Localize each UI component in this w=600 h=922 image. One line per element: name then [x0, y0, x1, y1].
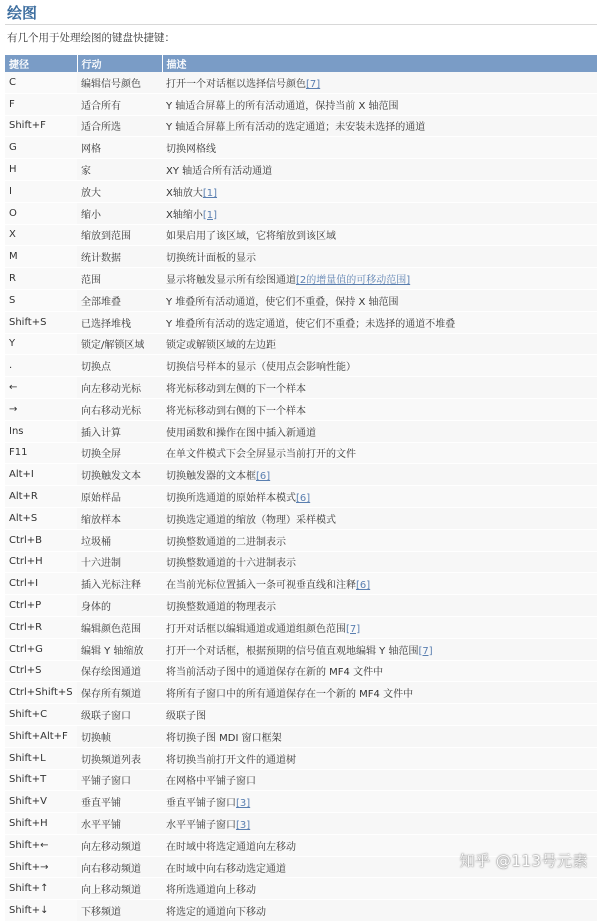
description-text: 切换所选通道的原始样本模式 [166, 493, 296, 505]
description-text: 在时域中将选定通道向左移动 [166, 841, 296, 853]
action-name: 家 [77, 159, 162, 181]
table-row [5, 311, 597, 333]
table-row [5, 660, 597, 682]
description-text: 切换整数通道的物理表示 [166, 602, 276, 614]
table-row [5, 398, 597, 420]
description-text: 切换统计面板的显示 [166, 253, 256, 265]
action-name: 下移频道 [77, 900, 162, 922]
description-cell [162, 72, 597, 93]
description-cell [162, 159, 597, 181]
action-name: 网格 [77, 137, 162, 159]
table-row [5, 289, 597, 311]
table-row [5, 72, 597, 93]
description-text: 打开一个对话框，根据预期的信号值直观地编辑 Y 轴范围 [166, 645, 419, 657]
description-cell [162, 246, 597, 268]
description-text: 切换信号样本的显示（使用点会影响性能） [166, 362, 356, 374]
shortcut-key: Ctrl+S [5, 660, 77, 682]
description-cell [162, 333, 597, 355]
description-cell [162, 747, 597, 769]
description-text: 将所有子窗口中的所有通道保存在一个新的 MF4 文件中 [166, 689, 414, 701]
table-row [5, 900, 597, 922]
shortcut-key: F [5, 93, 77, 115]
description-cell [162, 573, 597, 595]
description-cell [162, 813, 597, 835]
table-row [5, 333, 597, 355]
action-name: 缩放样本 [77, 507, 162, 529]
table-row [5, 529, 597, 551]
description-cell [162, 660, 597, 682]
description-text: X轴缩小 [166, 209, 203, 221]
action-name: 编辑 Y 轴缩放 [77, 638, 162, 660]
footnote-link[interactable]: [3] [236, 819, 251, 831]
table-row [5, 507, 597, 529]
footnote-link[interactable]: [6] [296, 493, 311, 505]
description-text: 使用函数和操作在图中插入新通道 [166, 427, 316, 439]
action-name: 级联子窗口 [77, 704, 162, 726]
description-cell [162, 355, 597, 377]
table-row [5, 442, 597, 464]
title-divider [5, 24, 597, 25]
shortcut-key: Ctrl+G [5, 638, 77, 660]
table-row [5, 355, 597, 377]
action-name: 插入计算 [77, 420, 162, 442]
shortcut-key: X [5, 224, 77, 246]
description-text: 切换选定通道的缩放（物理）采样模式 [166, 514, 336, 526]
description-cell [162, 268, 597, 290]
action-name: 编辑颜色范围 [77, 616, 162, 638]
action-name: 切换频道列表 [77, 747, 162, 769]
footnote-link[interactable]: [1] [202, 209, 218, 221]
action-name: 编辑信号颜色 [77, 72, 162, 93]
table-row [5, 638, 597, 660]
description-text: 切换网格线 [166, 144, 216, 156]
action-name: 缩小 [77, 202, 162, 224]
shortcut-key: Alt+R [5, 486, 77, 508]
action-name: 平铺子窗口 [77, 769, 162, 791]
table-row [5, 616, 597, 638]
footnote-link[interactable]: [2的增量值的可移动范围] [296, 275, 411, 287]
shortcut-key: Shift+H [5, 813, 77, 835]
table-row [5, 813, 597, 835]
description-cell [162, 507, 597, 529]
table-row [5, 747, 597, 769]
description-cell [162, 137, 597, 159]
footnote-link[interactable]: [6] [356, 580, 371, 592]
action-name: 放大 [77, 180, 162, 202]
table-row [5, 202, 597, 224]
shortcut-key: S [5, 289, 77, 311]
description-text: 水平平铺子窗口 [166, 819, 236, 831]
description-text: 将切换当前打开文件的通道树 [166, 754, 296, 766]
description-text: 将切换子图 MDI 窗口框架 [166, 732, 282, 744]
action-name: 切换全屏 [77, 442, 162, 464]
description-cell [162, 289, 597, 311]
footnote-link[interactable]: [6] [256, 471, 271, 483]
shortcut-key: Ctrl+P [5, 595, 77, 617]
description-cell [162, 704, 597, 726]
shortcut-key: Ctrl+H [5, 551, 77, 573]
description-text: 打开一个对话框以选择信号颜色 [166, 78, 306, 90]
shortcut-key: Shift+→ [5, 856, 77, 878]
shortcut-key: Ctrl+B [5, 529, 77, 551]
footnote-link[interactable]: [1] [202, 187, 218, 199]
description-cell [162, 791, 597, 813]
description-text: 切换整数通道的二进制表示 [166, 536, 286, 548]
action-name: 垂直平铺 [77, 791, 162, 813]
shortcut-key: Alt+I [5, 464, 77, 486]
table-row [5, 486, 597, 508]
footnote-link[interactable]: [3] [236, 798, 251, 810]
shortcut-key: → [5, 398, 77, 420]
shortcut-key: G [5, 137, 77, 159]
table-row [5, 246, 597, 268]
header-description: 描述 [162, 55, 597, 72]
shortcut-key: Ctrl+Shift+S [5, 682, 77, 704]
table-row [5, 551, 597, 573]
description-cell [162, 769, 597, 791]
shortcut-key: Ctrl+R [5, 616, 77, 638]
action-name: 切换点 [77, 355, 162, 377]
action-name: 切换帧 [77, 725, 162, 747]
description-text: 垂直平铺子窗口 [166, 798, 236, 810]
description-cell [162, 595, 597, 617]
action-name: 锁定/解锁区域 [77, 333, 162, 355]
description-text: Y 轴适合屏幕上所有活动的选定通道；未安装未选择的通道 [166, 122, 426, 134]
shortcut-key: Shift+↓ [5, 900, 77, 922]
table-row [5, 377, 597, 399]
description-text: 将当前活动子图中的通道保存在新的 MF4 文件中 [166, 667, 384, 679]
action-name: 水平平铺 [77, 813, 162, 835]
description-cell [162, 638, 597, 660]
description-cell [162, 551, 597, 573]
description-text: XY 轴适合所有活动通道 [166, 166, 273, 178]
table-row [5, 704, 597, 726]
table-row [5, 159, 597, 181]
description-text: 级联子图 [166, 711, 206, 722]
table-row [5, 595, 597, 617]
table-row [5, 420, 597, 442]
shortcut-key: Alt+S [5, 507, 77, 529]
description-cell [162, 180, 597, 202]
shortcut-key: Shift+T [5, 769, 77, 791]
description-cell [162, 682, 597, 704]
description-text: 将光标移动到左侧的下一个样本 [166, 384, 306, 396]
table-row [5, 725, 597, 747]
description-text: 如果启用了该区域，它将缩放到该区域 [166, 231, 336, 243]
action-name: 向左移动光标 [77, 377, 162, 399]
table-row [5, 573, 597, 595]
description-text: 打开对话框以编辑通道或通道组颜色范围 [166, 623, 346, 635]
description-cell [162, 377, 597, 399]
shortcut-key: Shift+L [5, 747, 77, 769]
action-name: 全部堆叠 [77, 289, 162, 311]
action-name: 十六进制 [77, 551, 162, 573]
description-text: 在单文件模式下会全屏显示当前打开的文件 [166, 449, 356, 461]
footnote-link[interactable]: [7] [346, 623, 361, 635]
description-cell [162, 900, 597, 922]
shortcut-key: . [5, 355, 77, 377]
description-text: 在网格中平铺子窗口 [166, 776, 256, 788]
shortcut-key: R [5, 268, 77, 290]
description-cell [162, 420, 597, 442]
intro-text: 有几个用于处理绘图的键盘快捷键： [7, 32, 175, 44]
table-row [5, 769, 597, 791]
action-name: 原始样品 [77, 486, 162, 508]
watermark: 知乎 @113号元素 [459, 852, 588, 870]
table-header-row [5, 55, 597, 72]
description-cell [162, 93, 597, 115]
shortcuts-table [5, 55, 597, 922]
action-name: 范围 [77, 268, 162, 290]
description-text: 在时域中向右移动选定通道 [166, 863, 286, 875]
description-text: Y 堆叠所有活动通道，使它们不重叠，保持 X 轴范围 [166, 296, 399, 308]
description-text: X轴放大 [166, 187, 203, 199]
shortcut-key: Ctrl+I [5, 573, 77, 595]
description-text: 锁定或解锁区域的左边距 [166, 340, 276, 352]
description-cell [162, 398, 597, 420]
description-text: 显示将触发显示所有绘图通道 [166, 275, 296, 287]
action-name: 向右移动光标 [77, 398, 162, 420]
description-text: Y 轴适合屏幕上的所有活动通道，保持当前 X 轴范围 [166, 100, 399, 112]
shortcut-key: ← [5, 377, 77, 399]
shortcut-key: C [5, 72, 77, 93]
description-cell [162, 115, 597, 137]
description-text: 切换整数通道的十六进制表示 [166, 558, 296, 570]
action-name: 切换触发文本 [77, 464, 162, 486]
shortcut-key: Shift+F [5, 115, 77, 137]
action-name: 保存绘图通道 [77, 660, 162, 682]
shortcut-key: Shift+V [5, 791, 77, 813]
action-name: 向上移动频道 [77, 878, 162, 900]
table-row [5, 224, 597, 246]
action-name: 插入光标注释 [77, 573, 162, 595]
table-row [5, 268, 597, 290]
table-row [5, 93, 597, 115]
shortcut-key: M [5, 246, 77, 268]
shortcut-key: I [5, 180, 77, 202]
action-name: 适合所选 [77, 115, 162, 137]
description-text: 将选定的通道向下移动 [166, 907, 266, 919]
shortcut-key: Shift+← [5, 834, 77, 856]
action-name: 向右移动频道 [77, 856, 162, 878]
section-title: 绘图 [7, 4, 38, 22]
header-shortcut: 捷径 [5, 55, 77, 72]
shortcut-key: O [5, 202, 77, 224]
description-text: 将光标移动到右侧的下一个样本 [166, 405, 306, 417]
description-text: 将所选通道向上移动 [166, 885, 256, 897]
footnote-link[interactable]: [7] [418, 645, 433, 657]
table-row [5, 682, 597, 704]
description-cell [162, 616, 597, 638]
description-text: Y 堆叠所有活动的选定通道，使它们不重叠；未选择的通道不堆叠 [166, 318, 456, 330]
action-name: 垃圾桶 [77, 529, 162, 551]
description-cell [162, 725, 597, 747]
description-cell [162, 202, 597, 224]
action-name: 缩放到范围 [77, 224, 162, 246]
description-cell [162, 224, 597, 246]
description-cell [162, 486, 597, 508]
shortcut-key: Ins [5, 420, 77, 442]
action-name: 已选择堆栈 [77, 311, 162, 333]
shortcut-key: Shift+S [5, 311, 77, 333]
shortcut-key: F11 [5, 442, 77, 464]
action-name: 统计数据 [77, 246, 162, 268]
action-name: 适合所有 [77, 93, 162, 115]
action-name: 向左移动频道 [77, 834, 162, 856]
table-row [5, 464, 597, 486]
description-cell [162, 529, 597, 551]
description-text: 在当前光标位置插入一条可视垂直线和注释 [166, 580, 356, 592]
description-cell [162, 464, 597, 486]
shortcut-key: Shift+Alt+F [5, 725, 77, 747]
description-cell [162, 442, 597, 464]
action-name: 保存所有频道 [77, 682, 162, 704]
table-row [5, 180, 597, 202]
description-text: 切换触发器的文本框 [166, 471, 256, 483]
table-row [5, 115, 597, 137]
shortcut-key: Y [5, 333, 77, 355]
shortcut-key: H [5, 159, 77, 181]
action-name: 身体的 [77, 595, 162, 617]
shortcut-key: Shift+C [5, 704, 77, 726]
header-action: 行动 [77, 55, 162, 72]
footnote-link[interactable]: [7] [306, 78, 321, 90]
table-row [5, 137, 597, 159]
shortcut-key: Shift+↑ [5, 878, 77, 900]
table-row [5, 791, 597, 813]
description-cell [162, 311, 597, 333]
